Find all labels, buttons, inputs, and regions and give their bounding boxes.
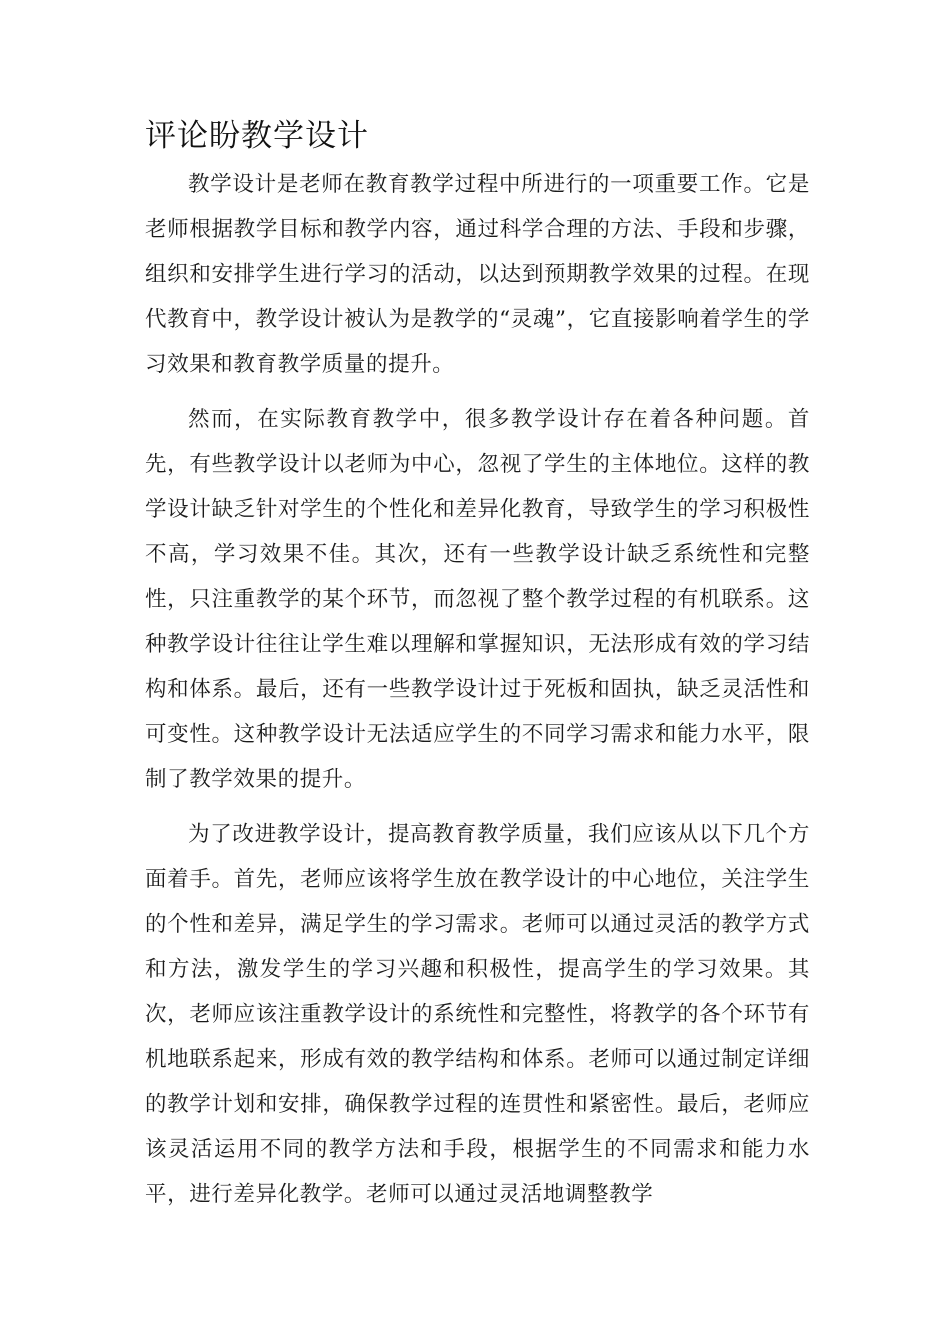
paragraph-1: 教学设计是老师在教育教学过程中所进行的一项重要工作。它是老师根据教学目标和教学内容，通过科学合理的方法、手段和步骤，组织和安排学生进行学习的活动，以达到预期教学效果的过程。在现代教育中，教学设计被认为是教学的“灵魂”，它直接影响着学生的学习效果和教育教学质量的提升。 — [145, 172, 810, 377]
paragraph-3: 为了改进教学设计，提高教育教学质量，我们应该从以下几个方面着手。首先，老师应该将学生放在教学设计的中心地位，关注学生的个性和差异，满足学生的学习需求。老师可以通过灵活的教学方式和方法，激发学生的学习兴趣和积极性，提高学生的学习效果。其次，老师应该注重教学设计的系统性和完整性，将教学的各个环节有机地联系起来，形成有效的教学结构和体系。老师可以通过制定详细的教学计划和安排，确保教学过程的连贯性和紧密性。最后，老师应该灵活运用不同的教学方法和手段，根据学生的不同需求和能力水平，进行差异化教学。老师可以通过灵活地调整教学 — [145, 822, 810, 1207]
document-title: 评论盼教学设计 — [145, 118, 369, 154]
document-body — [145, 110, 810, 1227]
paragraph-2: 然而，在实际教育教学中，很多教学设计存在着各种问题。首先，有些教学设计以老师为中心，忽视了学生的主体地位。这样的教学设计缺乏针对学生的个性化和差异化教育，导致学生的学习积极性不高，学习效果不佳。其次，还有一些教学设计缺乏系统性和完整性，只注重教学的某个环节，而忽视了整个教学过程的有机联系。这种教学设计往往让学生难以理解和掌握知识，无法形成有效的学习结构和体系。最后，还有一些教学设计过于死板和固执，缺乏灵活性和可变性。这种教学设计无法适应学生的不同学习需求和能力水平，限制了教学效果的提升。 — [145, 407, 810, 792]
